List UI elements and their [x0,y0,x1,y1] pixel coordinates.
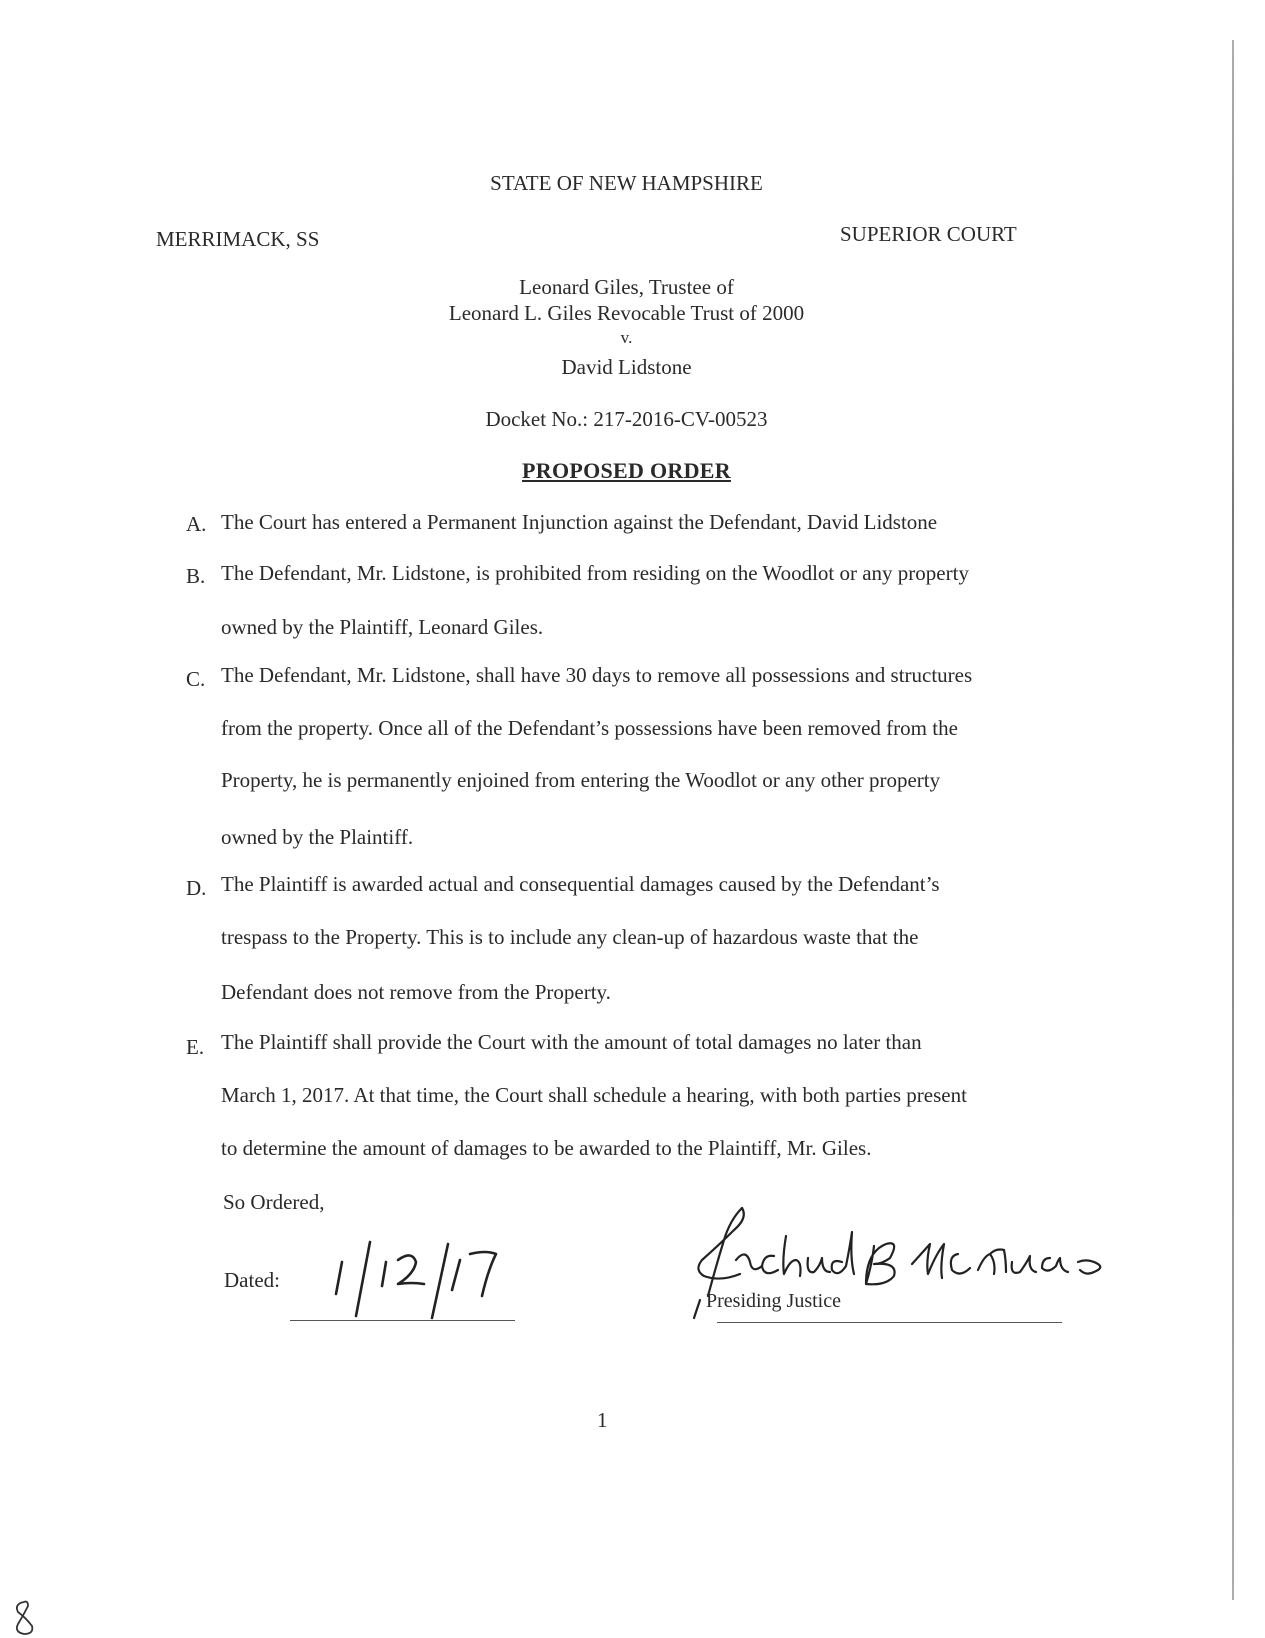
handwritten-margin-mark [8,1598,44,1638]
item-e-line-2: March 1, 2017. At that time, the Court shall schedule a hearing, with both parties present [221,1083,967,1107]
caption-line-2: Leonard L. Giles Revocable Trust of 2000 [448,301,805,325]
dated-underline [290,1320,515,1321]
closing-text: So Ordered, [223,1190,325,1214]
item-letter-e: E. [186,1035,205,1059]
item-letter-b: B. [186,564,206,588]
item-c-line-3: Property, he is permanently enjoined from entering the Woodlot or any other property [221,768,941,792]
caption-defendant: David Lidstone [561,355,692,379]
item-d-line-1: The Plaintiff is awarded actual and consequential damages caused by the Defendant’s [221,872,940,896]
item-c-line-1: The Defendant, Mr. Lidstone, shall have 30 days to remove all possessions and structures [221,663,973,687]
county-label: MERRIMACK, SS [156,227,320,251]
item-letter-d: D. [186,876,207,900]
item-e-line-3: to determine the amount of damages to be awarded to the Plaintiff, Mr. Giles. [221,1136,872,1160]
scan-edge-line [1232,40,1234,1600]
item-e-line-1: The Plaintiff shall provide the Court with the amount of total damages no later than [221,1030,922,1054]
item-b-line-2: owned by the Plaintiff, Leonard Giles. [221,615,544,639]
dated-label: Dated: [224,1268,280,1292]
item-a-line-1: The Court has entered a Permanent Injunction against the Defendant, David Lidstone [221,510,938,534]
handwritten-date [320,1240,510,1320]
docket-number: Docket No.: 217-2016-CV-00523 [485,407,768,431]
state-heading: STATE OF NEW HAMPSHIRE [490,171,763,195]
item-b-line-1: The Defendant, Mr. Lidstone, is prohibited from residing on the Woodlot or any property [221,561,969,585]
page-number: 1 [597,1408,608,1432]
caption-versus: v. [620,328,633,347]
item-letter-a: A. [186,512,207,536]
item-letter-c: C. [186,667,206,691]
signature-underline [717,1322,1062,1323]
item-c-line-4: owned by the Plaintiff. [221,825,414,849]
page-title: PROPOSED ORDER [522,458,731,483]
item-d-line-3: Defendant does not remove from the Property. [221,980,611,1004]
court-label: SUPERIOR COURT [840,222,1017,246]
signature-caption: Presiding Justice [706,1290,841,1312]
caption-line-1: Leonard Giles, Trustee of [519,275,734,299]
item-c-line-2: from the property. Once all of the Defendant’s possessions have been removed from the [221,716,958,740]
item-d-line-2: trespass to the Property. This is to include any clean-up of hazardous waste that the [221,925,919,949]
